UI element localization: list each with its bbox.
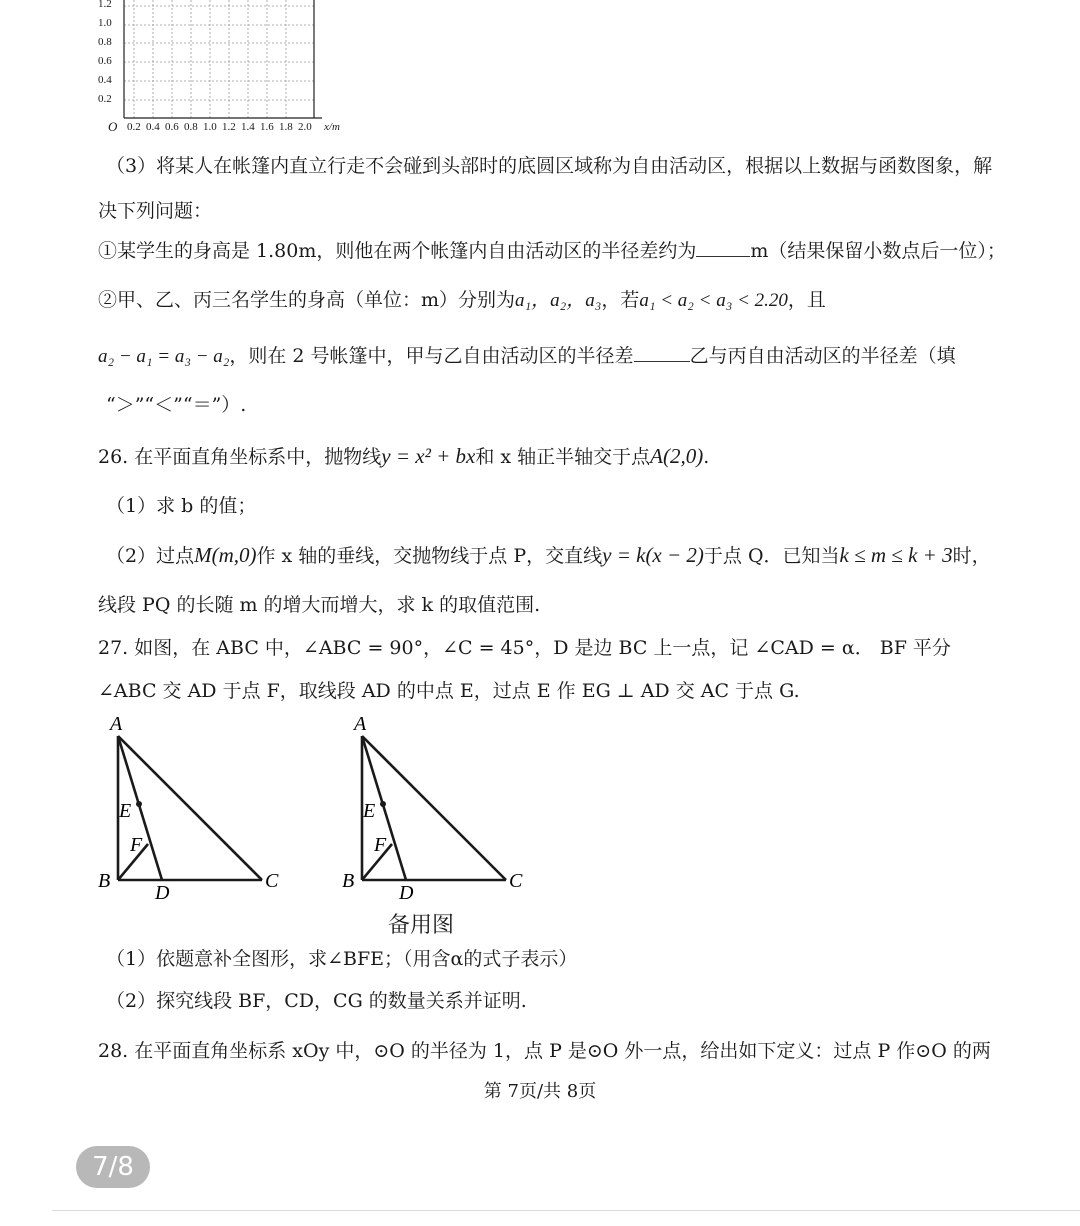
label-e: E: [363, 800, 376, 822]
label-d: D: [155, 882, 170, 904]
q25-sub2-text-c: ，且: [787, 289, 826, 311]
q25-sub1-text-b: m（结果保留小数点后一位）；: [750, 240, 1006, 262]
q25-sub2: [98, 287, 826, 314]
q26-stem-text-b: 和 x 轴正半轴交于点: [475, 446, 651, 468]
q25-sub2-cont: [98, 343, 956, 370]
q26-part2-text-d: 时，: [952, 545, 991, 567]
q27-part1: （1）依题意补全图形，求∠BFE；（用含α的式子表示）: [106, 948, 578, 970]
x-tick: 1.0: [203, 121, 217, 133]
q26-stem-text: 26. 在平面直角坐标系中，抛物线: [98, 446, 382, 468]
label-b: B: [98, 870, 111, 892]
triangle-figure: [90, 705, 300, 905]
y-tick: 1.0: [98, 17, 112, 29]
q26-part2: [106, 542, 991, 569]
answer-blank: [696, 238, 750, 257]
q26-stem: [98, 443, 709, 470]
label-a: A: [354, 713, 367, 735]
label-c: C: [265, 870, 279, 892]
page-counter[interactable]: 7/8: [76, 1146, 150, 1188]
x-tick: 0.6: [165, 121, 179, 133]
graph-origin: O: [108, 119, 118, 134]
q26-line: y = k(x − 2): [602, 543, 704, 567]
bottom-divider: [52, 1210, 1080, 1211]
y-tick: 0.4: [98, 74, 112, 86]
x-tick: 0.4: [146, 121, 160, 133]
q26-part2-text-c: 于点 Q．已知当: [703, 545, 840, 567]
x-tick: 2.0: [298, 121, 312, 133]
x-tick: 0.2: [127, 121, 141, 133]
label-f: F: [374, 834, 387, 856]
q25-sub2-text-e: 乙与丙自由活动区的半径差（填: [689, 345, 956, 367]
label-a: A: [110, 713, 123, 735]
q26-part2-line2: 线段 PQ 的长随 m 的增大而增大，求 k 的取值范围.: [98, 594, 541, 616]
q25-sub2-equation: a₂ − a₁ = a₃ − a₂: [98, 346, 230, 367]
answer-blank: [634, 343, 690, 362]
y-tick: 0.2: [98, 93, 112, 105]
q25-sub1: [98, 238, 1006, 264]
q25-sub2-text-d: ，则在 2 号帐篷中，甲与乙自由活动区的半径差: [229, 345, 634, 367]
q27-line1: 27. 如图，在 ABC 中，∠ABC = 90°，∠C = 45°，D 是边 BC 上一点，记 ∠CAD = α． BF 平分: [98, 637, 951, 659]
x-tick: 1.4: [241, 121, 255, 133]
q25-part3-line2: 决下列问题：: [98, 200, 213, 222]
q25-sub2-inequality: a₁ < a₂ < a₃ < 2.20: [639, 290, 788, 311]
x-axis-label: x/m: [324, 121, 340, 133]
q26-parabola: y = x² + bx: [381, 444, 476, 468]
x-tick: 0.8: [184, 121, 198, 133]
x-tick: 1.8: [279, 121, 293, 133]
x-tick: 1.2: [222, 121, 236, 133]
label-b: B: [342, 870, 355, 892]
q26-part1: （1）求 b 的值；: [106, 495, 257, 517]
graph-grid: [0, 0, 360, 140]
y-tick: 0.8: [98, 36, 112, 48]
q26-stem-text-c: .: [703, 446, 710, 468]
backup-figure-caption: 备用图: [388, 913, 455, 938]
q27-line2: ∠ABC 交 AD 于点 F，取线段 AD 的中点 E，过点 E 作 EG ⊥ AD 交 AC 于点 G.: [98, 680, 800, 702]
y-tick: 0.6: [98, 55, 112, 67]
q27-part2: （2）探究线段 BF，CD，CG 的数量关系并证明.: [106, 990, 527, 1012]
label-d: D: [399, 882, 414, 904]
q25-sub2-text: ②甲、乙、丙三名学生的身高（单位：m）分别为: [98, 289, 516, 311]
q26-part2-text-b: 作 x 轴的垂线，交抛物线于点 P，交直线: [256, 545, 603, 567]
label-e: E: [119, 800, 132, 822]
q26-point-m: M(m,0): [194, 543, 257, 567]
page-footer: 第 7页/共 8页: [483, 1081, 597, 1102]
label-c: C: [509, 870, 523, 892]
triangle-figure-backup: [334, 705, 544, 905]
label-f: F: [130, 834, 143, 856]
q25-sub1-text: ①某学生的身高是 1.80m，则他在两个帐篷内自由活动区的半径差约为: [98, 240, 697, 262]
y-tick: 1.2: [98, 0, 112, 10]
q25-sub2-options: “＞”“＜”“＝”）.: [106, 394, 247, 416]
q25-part3-line1: （3）将某人在帐篷内直立行走不会碰到头部时的底圆区域称为自由活动区，根据以上数据与函数图象，解: [106, 155, 993, 177]
q26-part2-text: （2）过点: [106, 545, 195, 567]
q25-sub2-text-b: ，若: [601, 289, 640, 311]
q25-sub2-vars: a₁，a₂，a₃: [515, 290, 602, 311]
q26-point-a: A(2,0): [650, 444, 704, 468]
q26-inequality: k ≤ m ≤ k + 3: [839, 543, 953, 567]
q28-line1: 28. 在平面直角坐标系 xOy 中，⊙O 的半径为 1，点 P 是⊙O 外一点，给出如下定义：过点 P 作⊙O 的两: [98, 1040, 991, 1062]
x-tick: 1.6: [260, 121, 274, 133]
